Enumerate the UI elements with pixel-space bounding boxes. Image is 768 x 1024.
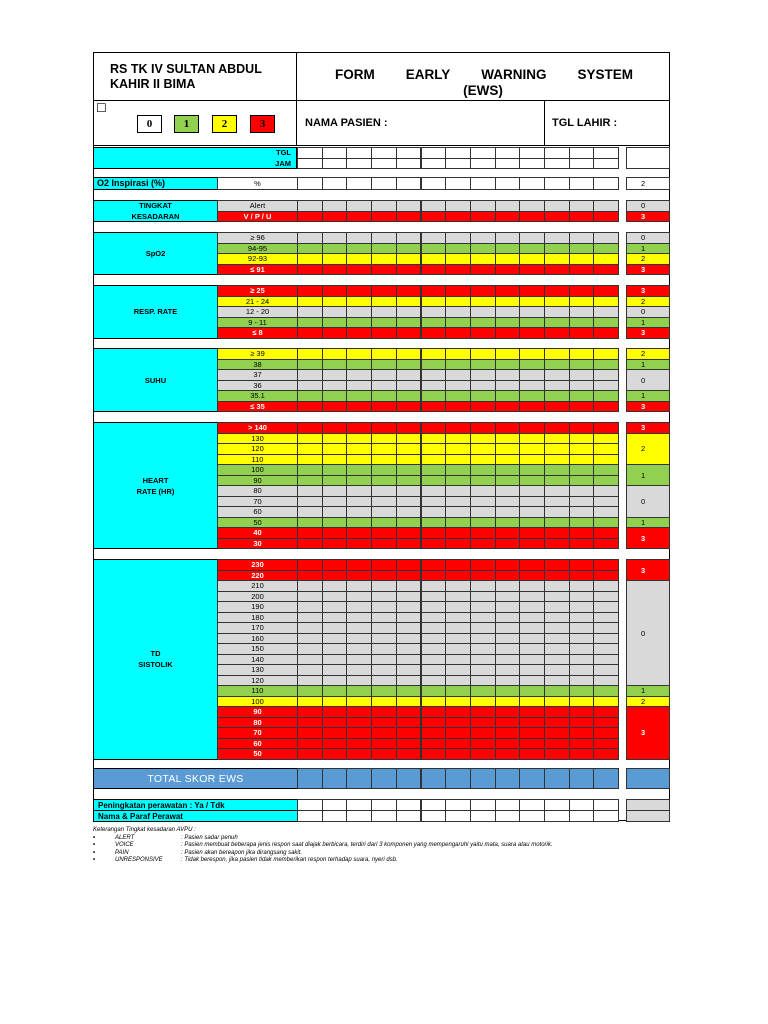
o2-row-cell[interactable]	[421, 177, 447, 190]
row-kesadaran-cell[interactable]	[593, 211, 619, 223]
row-spo2-cell[interactable]	[544, 264, 570, 276]
value-td: 160	[217, 633, 298, 645]
row-td-cell[interactable]	[569, 748, 595, 760]
footer-row-cell[interactable]	[346, 810, 372, 822]
footer-row-cell[interactable]	[495, 810, 521, 822]
row-resp-cell[interactable]	[470, 327, 496, 339]
footer-row-cell[interactable]	[519, 810, 545, 822]
value-hr: 30	[217, 538, 298, 550]
value-suhu: 35.1	[217, 390, 298, 402]
value-td: 210	[217, 580, 298, 592]
total-row-cell[interactable]	[322, 768, 348, 789]
total-row-cell[interactable]	[396, 768, 422, 789]
param-hr-label: HEART	[142, 475, 169, 485]
row-suhu-cell[interactable]	[519, 401, 545, 413]
value-td: 90	[217, 706, 298, 718]
value-hr: 70	[217, 496, 298, 508]
score-spo2: 0	[626, 232, 670, 244]
value-suhu: 37	[217, 369, 298, 381]
total-row-cell[interactable]	[569, 768, 595, 789]
tgl-label: TGL	[276, 148, 291, 158]
row-kesadaran-cell[interactable]	[544, 211, 570, 223]
row-suhu-cell[interactable]	[421, 401, 447, 413]
score-hr: 1	[626, 517, 670, 529]
o2-row-cell[interactable]	[445, 177, 471, 190]
param-hr-label: RATE (HR)	[136, 486, 175, 496]
row-td-cell[interactable]	[593, 748, 619, 760]
value-spo2: ≥ 96	[217, 232, 298, 244]
jam-label: JAM	[275, 158, 291, 168]
avpu-notes	[93, 827, 673, 865]
avpu-note-text: : Tidak berespon, jika pasien tidak memberikan respon terhadap suara, nyeri dsb.	[181, 857, 398, 863]
footer-label: Nama & Paraf Perawat	[93, 810, 298, 822]
row-suhu-cell[interactable]	[396, 401, 422, 413]
footer-row-cell[interactable]	[445, 810, 471, 822]
score-legend-1: 1	[174, 115, 199, 133]
score-td: 3	[626, 706, 670, 760]
row-resp-cell[interactable]	[495, 327, 521, 339]
value-td: 180	[217, 612, 298, 624]
score-suhu: 3	[626, 401, 670, 413]
title-word: FORM	[335, 67, 375, 82]
footer-row-cell[interactable]	[297, 810, 323, 822]
total-row-cell[interactable]	[445, 768, 471, 789]
row-td-cell[interactable]	[470, 748, 496, 760]
value-spo2: 94-95	[217, 243, 298, 255]
value-td: 140	[217, 654, 298, 666]
jam-row-cell[interactable]	[421, 158, 447, 170]
score-spo2: 2	[626, 253, 670, 265]
row-td-cell[interactable]	[445, 748, 471, 760]
footer-row-cell[interactable]	[470, 810, 496, 822]
param-resp	[93, 285, 218, 339]
score-td: 0	[626, 580, 670, 686]
avpu-note-text: : Pasien akan bereapon jika dirangsang sakit.	[181, 849, 303, 856]
score-kesadaran: 3	[626, 211, 670, 223]
row-kesadaran-cell[interactable]	[396, 211, 422, 223]
value-suhu: 38	[217, 359, 298, 371]
footer-row-cell[interactable]	[569, 810, 595, 822]
row-kesadaran-cell[interactable]	[297, 211, 323, 223]
value-td: 200	[217, 591, 298, 603]
footer-row-cell[interactable]	[322, 810, 348, 822]
row-suhu-cell[interactable]	[470, 401, 496, 413]
row-td-cell[interactable]	[322, 748, 348, 760]
score-hr: 1	[626, 464, 670, 486]
score-td: 3	[626, 559, 670, 581]
total-score-label: TOTAL SKOR EWS	[93, 768, 298, 789]
row-hr-cell[interactable]	[495, 538, 521, 550]
avpu-note-key: ALERT	[115, 834, 135, 841]
patient-name-label: NAMA PASIEN :	[305, 117, 388, 129]
row-kesadaran-cell[interactable]	[346, 211, 372, 223]
row-hr-cell[interactable]	[421, 538, 447, 550]
total-row-cell[interactable]	[519, 768, 545, 789]
row-spo2-cell[interactable]	[445, 264, 471, 276]
row-resp-cell[interactable]	[346, 327, 372, 339]
avpu-note-item	[93, 835, 673, 843]
value-hr: 80	[217, 485, 298, 497]
value-td: 70	[217, 727, 298, 739]
hospital-name-line1: RS TK IV SULTAN ABDUL	[110, 61, 262, 76]
value-resp: ≥ 25	[217, 285, 298, 297]
row-td-cell[interactable]	[495, 748, 521, 760]
row-suhu-cell[interactable]	[346, 401, 372, 413]
value-hr: 120	[217, 443, 298, 455]
param-kesadaran	[93, 200, 218, 222]
param-td-label: TD	[150, 649, 161, 659]
row-resp-cell[interactable]	[593, 327, 619, 339]
score-td: 2	[626, 696, 670, 708]
row-kesadaran-cell[interactable]	[322, 211, 348, 223]
o2-label: O2 Inspirasi (%)	[93, 177, 218, 190]
title-word: SYSTEM	[577, 67, 633, 82]
total-row-cell[interactable]	[346, 768, 372, 789]
row-resp-cell[interactable]	[519, 327, 545, 339]
value-td: 170	[217, 622, 298, 634]
score-hr: 2	[626, 433, 670, 466]
row-resp-cell[interactable]	[396, 327, 422, 339]
param-spo2	[93, 232, 218, 275]
jam-row-cell[interactable]	[346, 158, 372, 170]
row-hr-cell[interactable]	[322, 538, 348, 550]
avpu-note-key: UNRESPONSIVE	[115, 857, 163, 863]
avpu-note-key: VOICE	[115, 842, 134, 848]
param-td	[93, 559, 218, 760]
row-kesadaran-cell[interactable]	[445, 211, 471, 223]
row-hr-cell[interactable]	[544, 538, 570, 550]
footer-row-cell[interactable]	[396, 810, 422, 822]
jam-row-cell[interactable]	[593, 158, 619, 170]
row-kesadaran-cell[interactable]	[495, 211, 521, 223]
row-kesadaran-cell[interactable]	[470, 211, 496, 223]
score-legend-2: 2	[212, 115, 237, 133]
row-suhu-cell[interactable]	[322, 401, 348, 413]
row-resp-cell[interactable]	[297, 327, 323, 339]
row-spo2-cell[interactable]	[519, 264, 545, 276]
row-hr-cell[interactable]	[593, 538, 619, 550]
row-hr-cell[interactable]	[470, 538, 496, 550]
row-resp-cell[interactable]	[421, 327, 447, 339]
o2-row-cell[interactable]	[519, 177, 545, 190]
title-word: WARNING	[481, 67, 547, 82]
score-resp: 3	[626, 327, 670, 339]
o2-row-cell[interactable]	[346, 177, 372, 190]
score-suhu: 0	[626, 369, 670, 391]
value-hr: 130	[217, 433, 298, 445]
row-kesadaran-cell[interactable]	[371, 211, 397, 223]
value-hr: 50	[217, 517, 298, 529]
value-hr: 90	[217, 475, 298, 487]
value-spo2: ≤ 91	[217, 264, 298, 276]
o2-score: 2	[626, 177, 670, 190]
value-resp: 12 - 20	[217, 306, 298, 318]
row-td-cell[interactable]	[519, 748, 545, 760]
row-hr-cell[interactable]	[569, 538, 595, 550]
avpu-note-item	[93, 850, 673, 858]
total-row-cell[interactable]	[371, 768, 397, 789]
value-suhu: 36	[217, 380, 298, 392]
value-td: 100	[217, 696, 298, 708]
score-resp: 1	[626, 317, 670, 329]
value-td: 110	[217, 685, 298, 697]
footer-row-cell[interactable]	[544, 810, 570, 822]
row-hr-cell[interactable]	[346, 538, 372, 550]
row-resp-cell[interactable]	[544, 327, 570, 339]
avpu-note-key: PAIN	[115, 849, 129, 856]
o2-row-cell[interactable]	[297, 177, 323, 190]
score-hr: 3	[626, 527, 670, 549]
row-resp-cell[interactable]	[445, 327, 471, 339]
o2-row-cell[interactable]	[371, 177, 397, 190]
total-row-cell[interactable]	[421, 768, 447, 789]
row-td-cell[interactable]	[544, 748, 570, 760]
score-suhu: 1	[626, 359, 670, 371]
jam-row-cell[interactable]	[544, 158, 570, 170]
score-suhu: 2	[626, 348, 670, 360]
value-resp: 9 - 11	[217, 317, 298, 329]
row-resp-cell[interactable]	[569, 327, 595, 339]
jam-row-cell[interactable]	[322, 158, 348, 170]
avpu-note-bullet: •	[93, 834, 96, 841]
o2-row-cell[interactable]	[396, 177, 422, 190]
value-td: 130	[217, 664, 298, 676]
o2-row-cell[interactable]	[544, 177, 570, 190]
param-suhu-label: SUHU	[144, 375, 167, 385]
param-suhu	[93, 348, 218, 412]
jam-row-cell[interactable]	[470, 158, 496, 170]
row-spo2-cell[interactable]	[495, 264, 521, 276]
total-row-cell[interactable]	[544, 768, 570, 789]
value-td: 230	[217, 559, 298, 571]
title-line2: (EWS)	[463, 83, 503, 98]
row-resp-cell[interactable]	[322, 327, 348, 339]
row-resp-cell[interactable]	[371, 327, 397, 339]
value-hr: 100	[217, 464, 298, 476]
row-kesadaran-cell[interactable]	[519, 211, 545, 223]
row-spo2-cell[interactable]	[297, 264, 323, 276]
value-td: 190	[217, 601, 298, 613]
avpu-note-bullet: •	[93, 857, 96, 863]
birth-date-field[interactable]	[544, 100, 670, 146]
score-hr: 3	[626, 422, 670, 434]
jam-row-cell[interactable]	[495, 158, 521, 170]
score-spo2: 1	[626, 243, 670, 255]
jam-row-cell[interactable]	[371, 158, 397, 170]
footer-row-cell[interactable]	[593, 810, 619, 822]
hospital-name	[93, 52, 297, 101]
row-suhu-cell[interactable]	[593, 401, 619, 413]
row-suhu-cell[interactable]	[297, 401, 323, 413]
row-kesadaran-cell[interactable]	[569, 211, 595, 223]
value-hr: 110	[217, 454, 298, 466]
row-hr-cell[interactable]	[519, 538, 545, 550]
o2-row-cell[interactable]	[495, 177, 521, 190]
form-title	[296, 52, 670, 101]
score-td: 1	[626, 685, 670, 697]
value-hr: > 140	[217, 422, 298, 434]
o2-row-cell[interactable]	[470, 177, 496, 190]
checkbox-icon[interactable]: ☐	[96, 101, 107, 115]
jam-row-cell[interactable]	[445, 158, 471, 170]
row-td-cell[interactable]	[421, 748, 447, 760]
row-spo2-cell[interactable]	[322, 264, 348, 276]
row-spo2-cell[interactable]	[593, 264, 619, 276]
row-spo2-cell[interactable]	[396, 264, 422, 276]
avpu-note-bullet: •	[93, 849, 96, 856]
avpu-notes-title: Keterangan Tingkat kesadaran AVPU :	[93, 827, 196, 833]
footer-row-cell[interactable]	[371, 810, 397, 822]
row-spo2-cell[interactable]	[371, 264, 397, 276]
row-td-cell[interactable]	[297, 748, 323, 760]
score-legend-3: 3	[250, 115, 275, 133]
row-spo2-cell[interactable]	[569, 264, 595, 276]
score-suhu: 1	[626, 390, 670, 402]
row-suhu-cell[interactable]	[495, 401, 521, 413]
score-resp: 3	[626, 285, 670, 297]
row-spo2-cell[interactable]	[421, 264, 447, 276]
o2-row-cell[interactable]	[593, 177, 619, 190]
value-suhu: ≥ 39	[217, 348, 298, 360]
param-kesadaran-label: TINGKAT	[139, 201, 172, 210]
o2-row-cell[interactable]	[322, 177, 348, 190]
avpu-note-text: : Pasien sadar penuh	[181, 834, 238, 841]
o2-row-cell[interactable]	[569, 177, 595, 190]
row-hr-cell[interactable]	[445, 538, 471, 550]
value-resp: 21 - 24	[217, 296, 298, 308]
row-kesadaran-cell[interactable]	[421, 211, 447, 223]
o2-unit: %	[217, 177, 298, 190]
total-score-cell	[626, 768, 670, 789]
score-hr: 0	[626, 485, 670, 518]
jam-row-cell[interactable]	[297, 158, 323, 170]
value-td: 150	[217, 643, 298, 655]
row-td-cell[interactable]	[371, 748, 397, 760]
row-hr-cell[interactable]	[371, 538, 397, 550]
birth-date-label: TGL LAHIR :	[552, 117, 618, 129]
param-resp-label: RESP. RATE	[133, 307, 178, 317]
avpu-note-bullet: •	[93, 842, 96, 848]
row-spo2-cell[interactable]	[470, 264, 496, 276]
total-row-cell[interactable]	[297, 768, 323, 789]
row-suhu-cell[interactable]	[569, 401, 595, 413]
jam-row-cell[interactable]	[569, 158, 595, 170]
value-kesadaran: Alert	[217, 200, 298, 212]
row-spo2-cell[interactable]	[346, 264, 372, 276]
avpu-note-item	[93, 857, 673, 865]
avpu-note-text: : Pasien membuat beberapa jenis respon saat diajak berbicara, terdiri dari 3 komponen yang mempengaruhi yaitu mata, suara atau motorik.	[181, 842, 553, 848]
hospital-name-line2: KAHIR II BIMA	[110, 76, 196, 91]
avpu-note-item	[93, 842, 673, 850]
total-row-cell[interactable]	[593, 768, 619, 789]
score-resp: 0	[626, 306, 670, 318]
value-spo2: 92-93	[217, 253, 298, 265]
value-hr: 60	[217, 506, 298, 518]
total-row-cell[interactable]	[470, 768, 496, 789]
param-spo2-label: SpO2	[145, 249, 166, 258]
tgl-jam-score-blank	[626, 147, 670, 169]
row-suhu-cell[interactable]	[445, 401, 471, 413]
row-suhu-cell[interactable]	[371, 401, 397, 413]
row-suhu-cell[interactable]	[544, 401, 570, 413]
param-hr	[93, 422, 218, 549]
value-td: 50	[217, 748, 298, 760]
value-suhu: ≤ 35	[217, 401, 298, 413]
row-td-cell[interactable]	[396, 748, 422, 760]
value-td: 60	[217, 738, 298, 750]
row-td-cell[interactable]	[346, 748, 372, 760]
value-td: 220	[217, 570, 298, 582]
title-word: EARLY	[405, 67, 451, 82]
footer-row-cell[interactable]	[421, 810, 447, 822]
total-row-cell[interactable]	[495, 768, 521, 789]
value-hr: 40	[217, 527, 298, 539]
score-kesadaran: 0	[626, 200, 670, 212]
footer-score-cell	[626, 810, 670, 822]
jam-row-cell[interactable]	[396, 158, 422, 170]
value-td: 80	[217, 717, 298, 729]
jam-row-cell[interactable]	[519, 158, 545, 170]
row-hr-cell[interactable]	[297, 538, 323, 550]
param-td-label: SISTOLIK	[138, 660, 173, 670]
value-kesadaran: V / P / U	[217, 211, 298, 223]
footer-label: Peningkatan perawatan : Ya / Tdk	[93, 799, 298, 811]
score-legend-0: 0	[137, 115, 162, 133]
score-resp: 2	[626, 296, 670, 308]
value-td: 120	[217, 675, 298, 687]
score-spo2: 3	[626, 264, 670, 276]
param-kesadaran-label: KESADARAN	[131, 212, 180, 221]
patient-name-field[interactable]	[296, 100, 545, 146]
value-resp: ≤ 8	[217, 327, 298, 339]
row-hr-cell[interactable]	[396, 538, 422, 550]
